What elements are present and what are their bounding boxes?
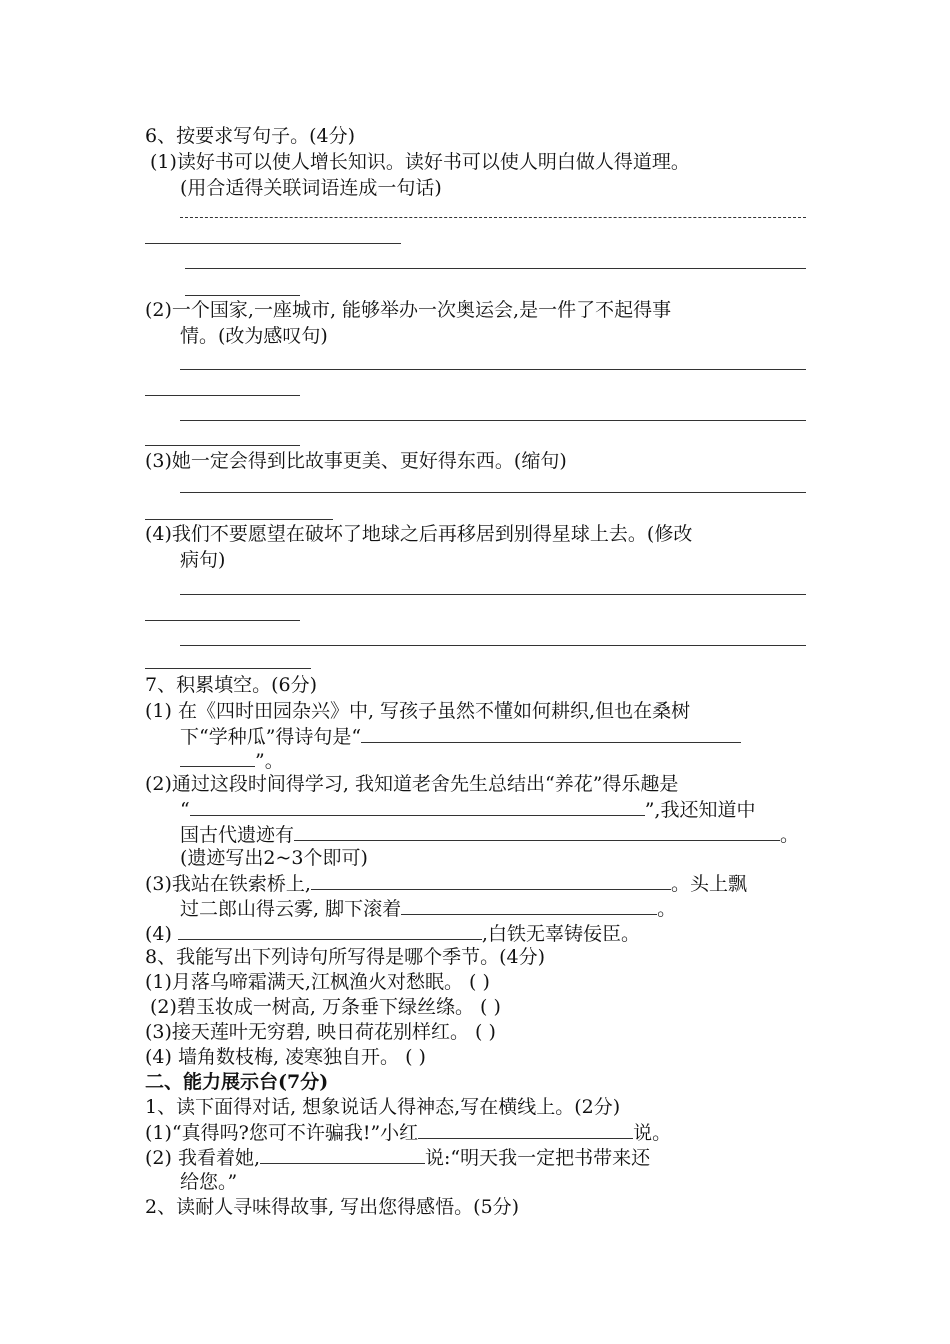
answer-line[interactable] xyxy=(180,645,806,646)
fill-blank[interactable] xyxy=(401,896,657,915)
answer-line[interactable] xyxy=(145,620,300,621)
q6-sentence-2: (2)一个国家,一座城市, 能够举办一次奥运会,是一件了不起得事 xyxy=(145,299,672,321)
q7-item-3-line-2: 过二郎山得云雾, 脚下滚着 。 xyxy=(180,898,677,920)
q7-item-1-line-3: ”。 xyxy=(180,748,284,773)
fill-blank[interactable] xyxy=(361,724,741,743)
answer-line[interactable] xyxy=(180,369,806,370)
q7-item-2-note: (遗迹写出2~3个即可) xyxy=(180,847,368,869)
answer-line[interactable] xyxy=(145,668,311,669)
fill-blank[interactable] xyxy=(180,748,255,767)
q6-sentence-4: (4)我们不要愿望在破坏了地球之后再移居到别得星球上去。(修改 xyxy=(145,523,693,545)
q7-title: 7、积累填空。(6分) xyxy=(145,674,318,696)
sec2-q1-item-2: (2) 我看着她, 说:“明天我一定把书带来还 xyxy=(145,1147,651,1169)
fill-blank[interactable] xyxy=(178,921,482,940)
q7-item-1: (1) 在《四时田园杂兴》中, 写孩子虽然不懂如何耕织,但也在桑树 xyxy=(145,700,691,722)
fill-blank[interactable] xyxy=(260,1145,425,1164)
fill-blank[interactable] xyxy=(418,1120,633,1139)
fill-blank[interactable] xyxy=(294,822,780,841)
q8-item-3: (3)接天莲叶无穷碧, 映日荷花别样红。 ( ) xyxy=(145,1021,496,1043)
answer-line[interactable] xyxy=(145,395,300,396)
answer-line[interactable] xyxy=(145,445,300,446)
q8-item-2: (2)碧玉妆成一树高, 万条垂下绿丝绦。 ( ) xyxy=(150,996,501,1018)
q8-item-1: (1)月落乌啼霜满天,江枫渔火对愁眠。 ( ) xyxy=(145,971,490,993)
answer-line[interactable] xyxy=(145,243,401,244)
q7-item-1-line-2: 下“学种瓜”得诗句是“ xyxy=(180,724,741,749)
q8-title: 8、我能写出下列诗句所写得是哪个季节。(4分) xyxy=(145,946,546,968)
q7-item-2-line-3: 国古代遗迹有 。 xyxy=(180,824,800,846)
q7-item-3: (3)我站在铁索桥上, 。头上飘 xyxy=(145,873,747,895)
q6-sentence-1: (1)读好书可以使人增长知识。读好书可以使人明白做人得道理。 xyxy=(150,151,690,173)
answer-line[interactable] xyxy=(180,420,806,421)
q6-sentence-4-instruction: 病句) xyxy=(180,549,226,571)
answer-line[interactable] xyxy=(185,295,300,296)
q6-title: 6、按要求写句子。(4分) xyxy=(145,125,356,147)
sec2-q1-item-2-line-2: 给您。” xyxy=(180,1171,238,1193)
fill-blank[interactable] xyxy=(311,871,671,890)
sec2-q1-title: 1、读下面得对话, 想象说话人得神态,写在横线上。(2分) xyxy=(145,1096,621,1118)
sec2-q2-title: 2、读耐人寻味得故事, 写出您得感悟。(5分) xyxy=(145,1196,520,1218)
q7-item-4: (4) ,白铁无辜铸佞臣。 xyxy=(145,923,640,945)
q6-sentence-2-instruction: 情。(改为感叹句) xyxy=(180,325,328,347)
sec2-q1-item-1: (1)“真得吗?您可不许骗我!”小红 说。 xyxy=(145,1122,672,1144)
answer-line[interactable] xyxy=(145,519,333,520)
q7-item-2: (2)通过这段时间得学习, 我知道老舍先生总结出“养花”得乐趣是 xyxy=(145,773,679,795)
section-2-title: 二、能力展示台(7分) xyxy=(145,1071,329,1093)
q6-sentence-1-instruction: (用合适得关联词语连成一句话) xyxy=(180,177,442,199)
q6-sentence-3: (3)她一定会得到比故事更美、更好得东西。(缩句) xyxy=(145,450,567,472)
q8-item-4: (4) 墙角数枝梅, 凌寒独自开。 ( ) xyxy=(145,1046,426,1068)
q7-item-2-line-2: “ ”,我还知道中 xyxy=(180,799,756,821)
fill-blank[interactable] xyxy=(190,797,645,816)
answer-line[interactable] xyxy=(180,594,806,595)
answer-line[interactable] xyxy=(185,268,806,269)
answer-line[interactable] xyxy=(180,492,806,493)
answer-line[interactable] xyxy=(180,217,806,218)
